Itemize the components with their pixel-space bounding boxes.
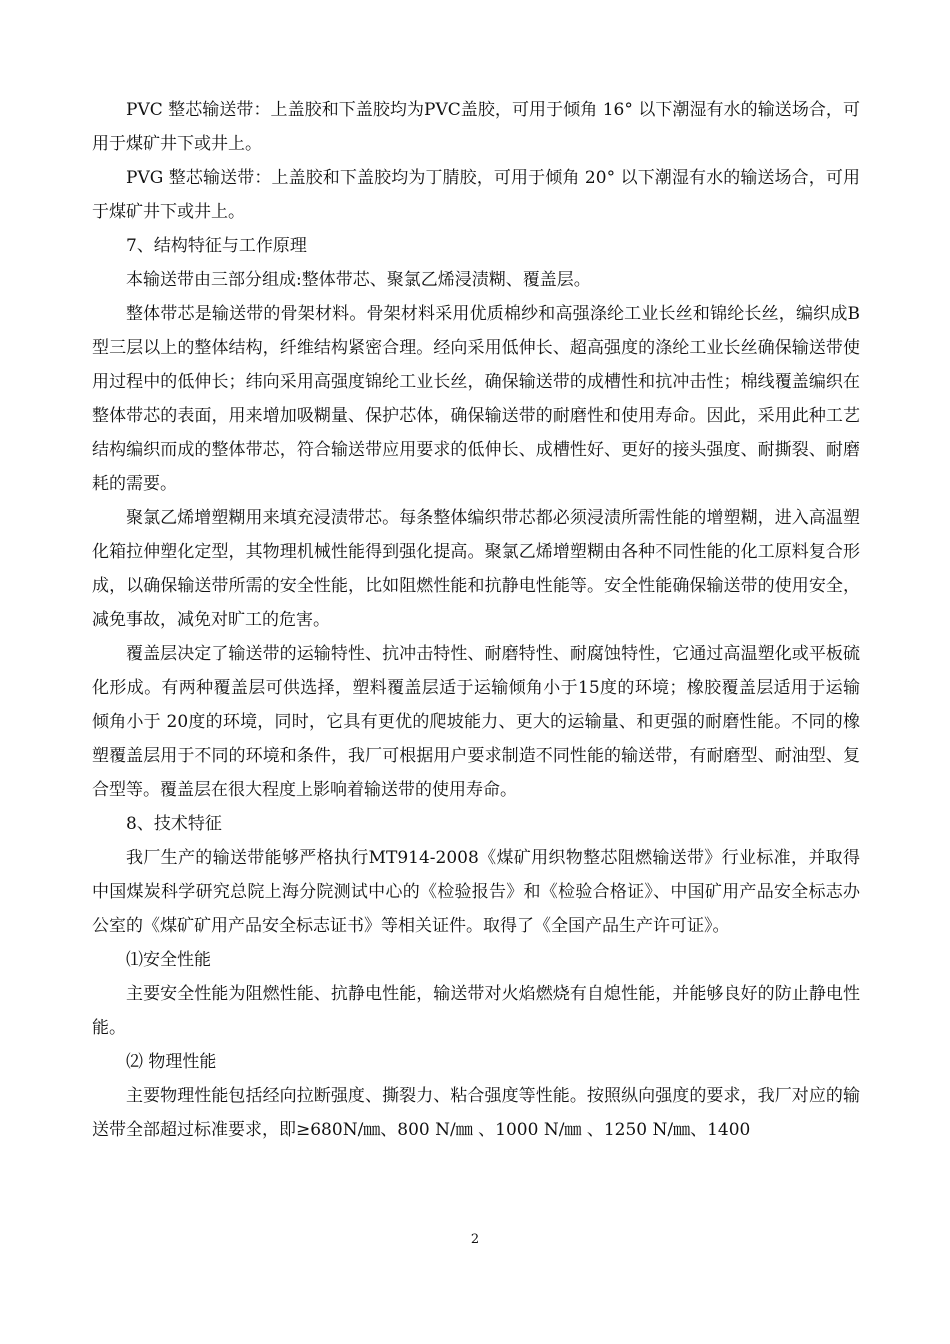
subheading-physical: ⑵ 物理性能 xyxy=(126,1052,217,1072)
section-heading-structure: 7、结构特征与工作原理 xyxy=(126,236,307,256)
page-number: 2 xyxy=(470,1232,480,1247)
paragraph-pvc-paste: 聚氯乙烯增塑糊用来填充浸渍带芯。每条整体编织带芯都必须浸渍所需性能的增塑糊，进入高温塑化箱拉伸塑化定型，其物理机械性能得到强化提高。聚氯乙烯增塑糊由各种不同性能的化工原料复合形成，以确保输送带所需的安全性能，比如阻燃性能和抗静电性能等。安全性能确保输送带的使用安全，减免事故，减免对旷工的危害。 xyxy=(92,508,860,630)
subheading-safety: ⑴安全性能 xyxy=(126,950,211,970)
document-body xyxy=(92,93,860,1147)
section-heading-technical: 8、技术特征 xyxy=(126,814,222,834)
paragraph-standards: 我厂生产的输送带能够严格执行MT914-2008《煤矿用织物整芯阻燃输送带》行业标准，并取得中国煤炭科学研究总院上海分院测试中心的《检验报告》和《检验合格证》、中国矿用产品安全标志办公室的《煤矿矿用产品安全标志证书》等相关证件。取得了《全国产品生产许可证》。 xyxy=(92,848,860,936)
paragraph-pvc-belt: PVC 整芯输送带：上盖胶和下盖胶均为PVC盖胶，可用于倾角 16° 以下潮湿有水的输送场合，可用于煤矿井下或井上。 xyxy=(92,100,860,154)
paragraph-pvg-belt: PVG 整芯输送带：上盖胶和下盖胶均为丁腈胶，可用于倾角 20° 以下潮湿有水的输送场合，可用于煤矿井下或井上。 xyxy=(92,168,860,222)
paragraph-cover-layer: 覆盖层决定了输送带的运输特性、抗冲击特性、耐磨特性、耐腐蚀特性，它通过高温塑化或平板硫化形成。有两种覆盖层可供选择，塑料覆盖层适于运输倾角小于15度的环境；橡胶覆盖层适用于运输倾角小于 20度的环境，同时，它具有更优的爬坡能力、更大的运输量、和更强的耐磨性能。不同的橡塑覆盖层用于不同的环境和条件，我厂可根据用户要求制造不同性能的输送带，有耐磨型、耐油型、复合型等。覆盖层在很大程度上影响着输送带的使用寿命。 xyxy=(92,644,860,800)
paragraph-safety: 主要安全性能为阻燃性能、抗静电性能，输送带对火焰燃烧有自熄性能，并能够良好的防止静电性能。 xyxy=(92,984,860,1038)
paragraph-physical: 主要物理性能包括经向拉断强度、撕裂力、粘合强度等性能。按照纵向强度的要求，我厂对应的输送带全部超过标准要求，即≥680N/㎜、800 N/㎜ 、1000 N/㎜ 、1250 N/㎜、1400 xyxy=(92,1086,860,1140)
paragraph-belt-core: 整体带芯是输送带的骨架材料。骨架材料采用优质棉纱和高强涤纶工业长丝和锦纶长丝，编织成B型三层以上的整体结构，纤维结构紧密合理。经向采用低伸长、超高强度的涤纶工业长丝确保输送带使用过程中的低伸长；纬向采用高强度锦纶工业长丝，确保输送带的成槽性和抗冲击性；棉线覆盖编织在整体带芯的表面，用来增加吸糊量、保护芯体，确保输送带的耐磨性和使用寿命。因此，采用此种工艺结构编织而成的整体带芯，符合输送带应用要求的低伸长、成槽性好、更好的接头强度、耐撕裂、耐磨耗的需要。 xyxy=(92,304,860,494)
paragraph-composition: 本输送带由三部分组成:整体带芯、聚氯乙烯浸渍糊、覆盖层。 xyxy=(126,270,591,290)
